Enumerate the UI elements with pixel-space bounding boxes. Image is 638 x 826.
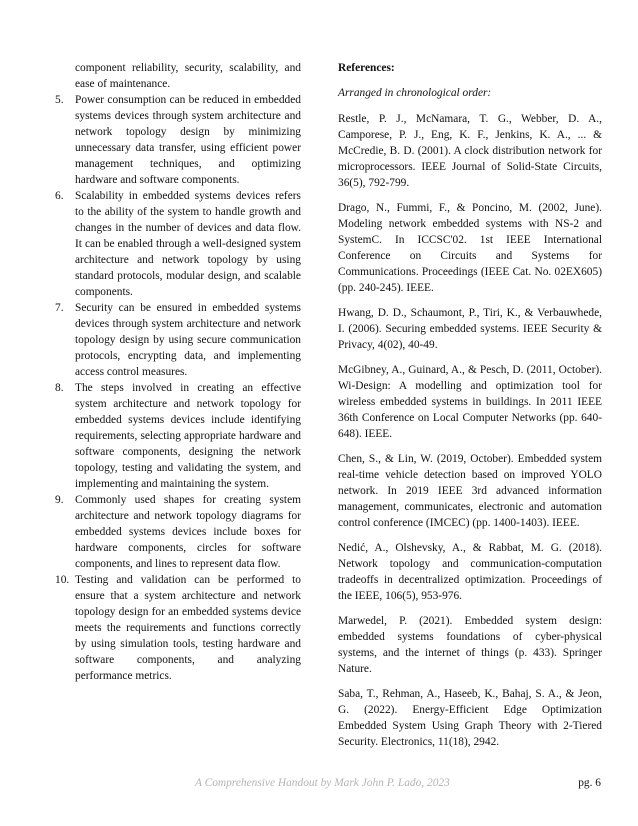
- reference-entry: Hwang, D. D., Schaumont, P., Tiri, K., & Verbauwhede, I. (2006). Securing embedded systems. IEEE Security & Privacy, 4(02), 40-49.: [338, 307, 602, 351]
- list-item-5: [55, 92, 301, 188]
- reference-entry: Marwedel, P. (2021). Embedded system design: embedded systems foundations of cyber-physical systems, and the internet of things (p. 433). Springer Nature.: [338, 615, 602, 675]
- list-text: Testing and validation can be performed to ensure that a system architecture and network topology design for an embedded systems device meets the requirements and functions correctly by using simulation tools, testing hardware and software components, and analyzing performance metrics.: [75, 574, 301, 682]
- list-item-7: [55, 300, 301, 380]
- list-text: Scalability in embedded systems devices refers to the ability of the system to handle growth and changes in the number of devices and data flow. It can be enabled through a well-designed system architecture and network topology by using standard protocols, modular design, and scalable components.: [75, 190, 301, 298]
- list-text: The steps involved in creating an effective system architecture and network topology for embedded systems devices include identifying requirements, selecting appropriate hardware and software components, designing the network topology, testing and validating the system, and implementing and maintaining the system.: [75, 382, 301, 490]
- list-item-9: [55, 492, 301, 572]
- reference-entry: Chen, S., & Lin, W. (2019, October). Embedded system real-time vehicle detection based on improved YOLO network. In 2019 IEEE 3rd advanced information management, communicates, electronic and automation control conference (IMCEC) (pp. 1400-1403). IEEE.: [338, 453, 602, 529]
- list-number: 10.: [55, 574, 70, 586]
- list-text: Power consumption can be reduced in embedded systems devices through system architecture and network topology design by minimizing unnecessary data transfer, using efficient power management techniques, and optimizing hardware and software components.: [75, 94, 301, 186]
- list-item-10: [55, 572, 301, 684]
- list-number: 8.: [55, 382, 64, 394]
- references-column: [338, 60, 602, 759]
- reference-entry: Saba, T., Rehman, A., Haseeb, K., Bahaj, S. A., & Jeon, G. (2022). Energy-Efficient Edge Optimization Embedded System Using Graph Theory with 2-Tiered Security. Electronics, 11(18), 2942.: [338, 688, 602, 748]
- reference-entry: McGibney, A., Guinard, A., & Pesch, D. (2011, October). Wi-Design: A modelling and optimization tool for wireless embedded systems in buildings. In 2011 IEEE 36th Conference on Local Computer Networks (pp. 640-648). IEEE.: [338, 364, 602, 440]
- list-number: 5.: [55, 94, 64, 106]
- list-text: Commonly used shapes for creating system architecture and network topology diagrams for embedded systems devices include boxes for hardware components, circles for software components, and lines to represent data flow.: [75, 494, 301, 570]
- list-text: Security can be ensured in embedded systems devices through system architecture and network topology design by using secure communication protocols, encrypting data, and implementing access control measures.: [75, 302, 301, 378]
- continued-paragraph: component reliability, security, scalability, and ease of maintenance.: [75, 62, 301, 90]
- page-number: pg. 6: [578, 777, 601, 789]
- list-number: 7.: [55, 302, 64, 314]
- list-number: 9.: [55, 494, 64, 506]
- reference-entry: Nedić, A., Olshevsky, A., & Rabbat, M. G. (2018). Network topology and communication-computation tradeoffs in decentralized optimization. Proceedings of the IEEE, 106(5), 953-976.: [338, 542, 602, 602]
- footer-credit: A Comprehensive Handout by Mark John P. Lado, 2023: [195, 777, 450, 789]
- left-column: [55, 60, 301, 684]
- numbered-list: [55, 92, 301, 684]
- reference-entry: Drago, N., Fummi, F., & Poncino, M. (2002, June). Modeling network embedded systems with NS-2 and SystemC. In ICCSC'02. 1st IEEE International Conference on Circuits and Systems for Communications. Proceedings (IEEE Cat. No. 02EX605) (pp. 240-245). IEEE.: [338, 202, 602, 294]
- list-item-8: [55, 380, 301, 492]
- references-heading: References:: [338, 62, 395, 74]
- reference-entry: Restle, P. J., McNamara, T. G., Webber, D. A., Camporese, P. J., Eng, K. F., Jenkins, K. A., ... & McCredie, B. D. (2001). A clock distribution network for microprocessors. IEEE Journal of Solid-State Circuits, 36(5), 792-799.: [338, 113, 602, 189]
- list-item-6: [55, 188, 301, 300]
- references-subheading: Arranged in chronological order:: [338, 87, 492, 99]
- list-number: 6.: [55, 190, 64, 202]
